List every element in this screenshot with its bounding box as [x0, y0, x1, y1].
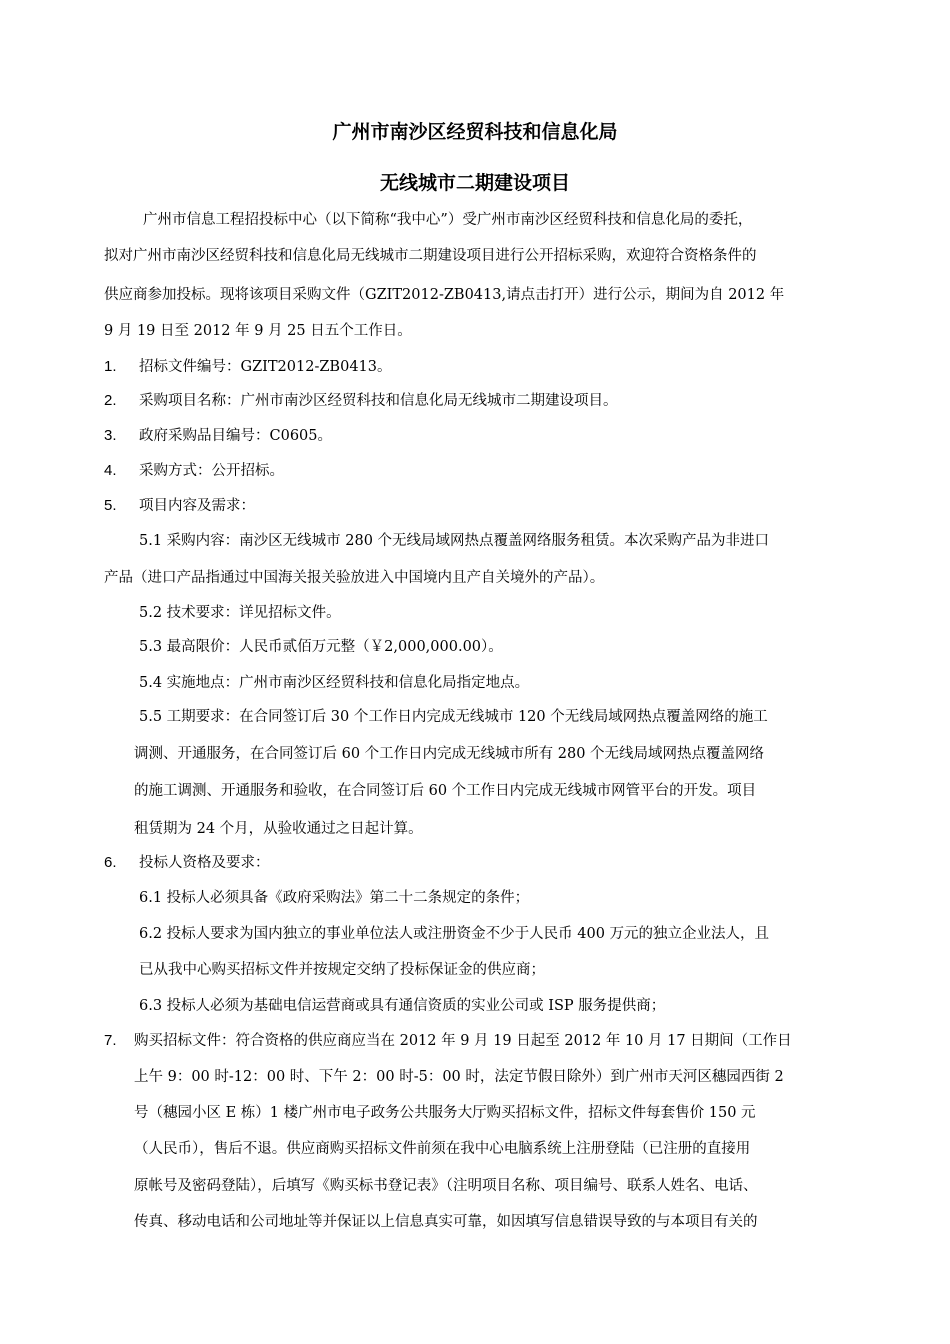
document-subtitle: 无线城市二期建设项目	[379, 172, 570, 194]
section-5-1-line: 产品（进口产品指通过中国海关报关验放进入中国境内且产自关境外的产品）。	[104, 570, 605, 586]
section-5-5-line: 5.5 工期要求：在合同签订后 30 个工作日内完成无线城市 120 个无线局域网热点覆盖网络的施工	[139, 709, 768, 725]
item-7-line: （人民币），售后不退。供应商购买招标文件前须在我中心电脑系统上注册登陆（已注册的直接用	[134, 1141, 751, 1157]
intro-line: 广州市信息工程招投标中心（以下简称“我中心”）受广州市南沙区经贸科技和信息化局的委托，	[143, 212, 753, 228]
item-7-line: 原帐号及密码登陆），后填写《购买标书登记表》（注明项目名称、项目编号、联系人姓名、电话、	[134, 1178, 758, 1194]
item-text: 采购方式：公开招标。	[139, 463, 284, 479]
section-5-5-line: 租赁期为 24 个月，从验收通过之日起计算。	[134, 821, 423, 837]
section-5-5-line: 的施工调测、开通服务和验收，在合同签订后 60 个工作日内完成无线城市网管平台的开发。项目	[134, 783, 757, 799]
item-7-line: 购买招标文件：符合资格的供应商应当在 2012 年 9 月 19 日起至 2012 年 10 月 17 日期间（工作日	[134, 1033, 792, 1049]
section-6-1: 6.1 投标人必须具备《政府采购法》第二十二条规定的条件；	[139, 890, 530, 906]
section-6-2-line: 已从我中心购买招标文件并按规定交纳了投标保证金的供应商；	[139, 962, 545, 978]
item-number: 3.	[104, 427, 117, 444]
item-text: 投标人资格及要求：	[139, 855, 270, 871]
intro-line: 9 月 19 日至 2012 年 9 月 25 日五个工作日。	[104, 323, 412, 339]
item-number: 6.	[104, 854, 117, 871]
section-5-4: 5.4 实施地点：广州市南沙区经贸科技和信息化局指定地点。	[139, 675, 530, 691]
section-5-1-line: 5.1 采购内容：南沙区无线城市 280 个无线局域网热点覆盖网络服务租赁。本次采购产品为非进口	[139, 533, 770, 549]
intro-line: 拟对广州市南沙区经贸科技和信息化局无线城市二期建设项目进行公开招标采购，欢迎符合资格条件的	[104, 248, 757, 264]
item-text: 采购项目名称：广州市南沙区经贸科技和信息化局无线城市二期建设项目。	[139, 393, 618, 409]
item-number: 2.	[104, 392, 117, 409]
item-text: 政府采购品目编号：C0605。	[139, 428, 332, 444]
section-5-3: 5.3 最高限价：人民币贰佰万元整（￥2,000,000.00）。	[139, 639, 503, 655]
section-6-2-line: 6.2 投标人要求为国内独立的事业单位法人或注册资金不少于人民币 400 万元的独立企业法人，且	[139, 926, 770, 942]
item-text: 招标文件编号：GZIT2012-ZB0413。	[139, 359, 392, 375]
item-number: 4.	[104, 462, 117, 479]
document-title: 广州市南沙区经贸科技和信息化局	[332, 121, 618, 143]
item-number: 1.	[104, 358, 117, 375]
intro-line: 供应商参加投标。现将该项目采购文件（GZIT2012-ZB0413,请点击打开）进行公示，期间为自 2012 年	[104, 287, 785, 303]
section-6-3: 6.3 投标人必须为基础电信运营商或具有通信资质的实业公司或 ISP 服务提供商；	[139, 998, 666, 1014]
item-number: 7.	[104, 1032, 117, 1049]
item-7-line: 传真、移动电话和公司地址等并保证以上信息真实可靠，如因填写信息错误导致的与本项目有关的	[134, 1214, 758, 1230]
item-7-line: 上午 9：00 时-12：00 时、下午 2：00 时-5：00 时，法定节假日除外）到广州市天河区穗园西街 2	[134, 1069, 784, 1085]
item-number: 5.	[104, 497, 117, 514]
item-7-line: 号（穗园小区 E 栋）1 楼广州市电子政务公共服务大厅购买招标文件，招标文件每套售价 150 元	[134, 1105, 756, 1121]
section-5-2: 5.2 技术要求：详见招标文件。	[139, 605, 341, 621]
item-text: 项目内容及需求：	[139, 498, 255, 514]
section-5-5-line: 调测、开通服务，在合同签订后 60 个工作日内完成无线城市所有 280 个无线局域网热点覆盖网络	[134, 746, 765, 762]
